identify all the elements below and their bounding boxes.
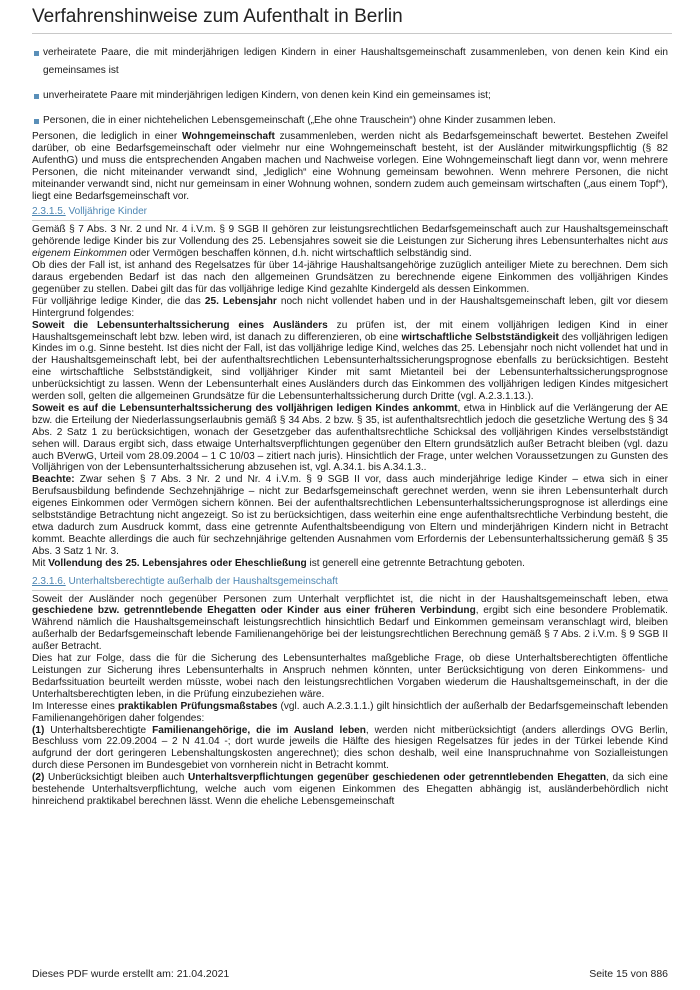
bold-text: Unterhaltsverpflichtungen gegenüber geschiedenen oder getrenntlebenden Ehegatten [187,772,607,784]
text-run: oder Vermögen beschaffen können, d.h. nicht wirtschaftlich selbständig sind. [126,248,472,260]
text-run: noch nicht vollendet haben und in der Haushaltsgemeinschaft leben, gilt vor diesem Hintergrund folgendes: [32,295,668,319]
text-run: ist generell eine getrennte Betrachtung geboten. [306,557,525,569]
text-run: , da sich eine bestehende Unterhaltsverpflichtung, welche auch vom eigenen Einkommen des Ehegatten abhängig ist, ausländerbehördlich nicht hinreichend praktikabel berechnen lässt. Wenn die eheliche Lebensgemeinschaft [32,772,668,807]
text-run: , werden nicht mitberücksichtigt (anders allerdings OVG Berlin, Beschluss vom 22.09.2004 – 2 N 41.04 -; dort wurde jeweils die Hälfte des hiesigen Regelsatzes für jedes in der Türkei lebende Kind aufgrund der dort geringeren Lebenshaltungskosten angerechnet); dies schon deshalb, weil eine Inanspruchnahme von Sozialleistungen durch diese Personen im Bundesgebiet von vornherein nicht in Betracht kommt. [32,724,668,772]
list-item-text: verheiratete Paare, die mit minderjährigen ledigen Kindern in einer Haushaltsgemeinschaft zusammenleben, von denen kein Kind ein gemeinsames ist [43,47,668,76]
bold-text: Vollendung des 25. Lebensjahres oder Eheschließung [48,557,307,569]
list-number: (1) [32,724,45,736]
paragraph: Ob dies der Fall ist, ist anhand des Regelsatzes für über 14-jährige Haushaltsangehörige zuzüglich anteiliger Miete zu berechnen. Dem sich daraus ergebenden Bedarf ist das nach den allgemeinen Grundsätzen zu berechnende eigene Einkommen des volljährigen Kindes gegenüber zu stellen. Dabei gilt das für das volljährige ledige Kind gezahlte Kindergeld als dessen Einkommen. [32,260,668,295]
paragraph [32,701,668,725]
text-run: zusammenleben, werden nicht als Bedarfsgemeinschaft bewertet. Bestehen Zweifel darüber, ob eine Bedarfsgemeinschaft oder vielmehr nur eine Wohngemeinschaft besteht, ist der Ausländer mitwirkungspflichtig (§ 82 AufenthG) und muss die entsprechenden Angaben machen und Nachweise vorlegen. Eine Wohngemeinschaft liegt dann vor, wenn mehrere Personen, die nicht miteinander verwandt sind, „lediglich“ eine Wohnung gemeinsam bewohnen. Wenn mehrere Personen, die nicht miteinander verwandt sind, nicht nur gemeinsam in einer Wohnung wohnen, sondern zudem auch gemeinsam wirtschaften („aus einem Topf“), liegt eine Bedarfsgemeinschaft vor. [32,131,668,202]
page-number: Seite 15 von 886 [589,968,668,980]
text-run: Mit [32,557,49,569]
bold-text: 25. Lebensjahr [204,295,277,307]
text-run: , etwa in Hinblick auf die Verlängerung der AE bzw. die Erteilung der Niederlassungserlaubnis gemäß § 34 Abs. 2 bzw. § 35, ist aufenthaltsrechtlich jedoch die gesetzliche Wertung des § 34 Abs. 2 Satz 1 zu berücksichtigen, wonach der Gesetzgeber das aufenthaltsrechtliche Schicksal des volljährigen Kindes verselbstständigt sehen will. Daraus ergibt sich, dass etwaige Unterhaltsverpflichtungen gegenüber den Eltern grundsätzlich außer Betracht bleiben (vgl. dazu auch BVerwG, Urteil vom 28.09.2004 – 1 C 10/03 – zitiert nach juris). Hinsichtlich der Frage, unter welchen Voraussetzungen zu Gunsten des Volljährigen von der Lebensunterhaltssicherung abzusehen ist, vgl. A.34.1. bis A.34.1.3.. [32,402,668,474]
page-footer [32,968,668,980]
bullet-square-icon [34,119,39,124]
italic-text: aus eigenem Einkommen [32,236,668,260]
page-title-text: Verfahrenshinweise zum Aufenthalt in Berlin [32,6,403,27]
document-body [32,44,668,808]
text-run: , ergibt sich eine besondere Problematik. Während nämlich die Haushaltsgemeinschaft leistungsrechtlich hinsichtlich Bedarf und Einkommen gemeinsam veranschlagt wird, bleiben außerhalb der Bedarfsgemeinschaft lebende Familienangehörige bei der leistungsrechtlichen Berechnung gemäß § 7 Abs. 2 i.V.m. § 9 SGB II außer Betracht. [32,605,668,653]
section-heading-2-3-1-5 [32,206,668,221]
section-heading-2-3-1-6 [32,576,668,591]
paragraph [32,320,668,403]
section-title: Unterhaltsberechtigte außerhalb der Haushaltsgemeinschaft [65,575,338,587]
paragraph [32,772,668,808]
text-run: Im Interesse eines [32,700,118,712]
text-run: Soweit der Ausländer noch gegenüber Personen zum Unterhalt verpflichtet ist, die nicht in der Haushaltsgemeinschaft leben, etwa [32,593,668,605]
paragraph [32,403,668,474]
list-item [32,112,668,130]
list-item [32,44,668,80]
text-run: des volljährigen ledigen Kindes im o.g. Sinne besteht. Ist dies nicht der Fall, ist das volljährige ledige Kind, welches das 25. Lebensjahr noch nicht vollendet hat und in der Haushaltsgemeinschaft lebt, bei der aufenthaltsrechtlichen Lebensunterhaltssicherungsprognose ebenfalls zu berücksichtigen. Besteht eine wirtschaftliche Selbstständigkeit, sind volljähriger Kinder mit samt Mietanteil bei der Lebensunterhaltssicherungsprognose unberücksichtigt zu lassen. Wenn der Lebensunterhalt eines Ausländers durch das Einkommen des volljährigen ledigen Kindes mitgesichert werden soll, gelten die allgemeinen Grundsätze für die Lebensunterhaltssicherung durch Dritte (vgl. A.2.3.1.13.). [32,331,668,403]
bold-text: geschiedene bzw. getrenntlebende Ehegatten oder Kinder aus einer früheren Verbindung [32,605,476,617]
paragraph [32,594,668,654]
bold-text: Beachte: [32,474,75,486]
paragraph-beachte [32,474,668,557]
bold-text: praktikablen Prüfungsmaßstabes [117,700,278,712]
paragraph [32,296,668,320]
list-item-text: unverheiratete Paare mit minderjährigen ledigen Kindern, von denen kein Kind ein gemeinsames ist; [43,90,491,101]
paragraph [32,224,668,260]
text-run: Unterhaltsberechtigte [44,724,153,736]
paragraph [32,558,668,570]
created-date: Dieses PDF wurde erstellt am: 21.04.2021 [32,968,230,980]
bold-text: Wohngemeinschaft [181,131,275,142]
list-item [32,87,668,105]
bold-text: Soweit es auf die Lebensunterhaltssicherung des volljährigen ledigen Kindes ankommt [32,402,458,414]
section-title: Volljährige Kinder [65,206,148,218]
text-run: Personen, die lediglich in einer [32,131,182,142]
list-number: (2) [32,772,45,784]
section-number-link[interactable]: 2.3.1.6. [32,575,66,587]
text-run: Zwar sehen § 7 Abs. 3 Nr. 2 und Nr. 4 i.V.m. § 9 SGB II vor, dass auch minderjährige ledige Kinder – etwa sich in einer Berufsausbildung befindende Sechzehnjährige – nicht zur Bedarfsgemeinschaft gerechnet werden, wenn sie ihren Lebensunterhalt durch eigenes Einkommen oder Vermögen sichern können. Bei der aufenthaltsrechtlichen Lebensunterhaltssicherungsprognose ist allerdings eine selbstständige Betrachtung nicht angezeigt. So ist zu berücksichtigen, dass weiterhin eine enge aufenthaltsrechtliche Verbindung besteht, die etwa dadurch zum Ausdruck kommt, dass eine getrennte Aufenthaltsbeendigung von Eltern und minderjährigen Kindern nicht in Betracht kommt. Beachte allerdings die auch für sechzehnjährige geltenden Ausnahmen vom Erfordernis der Lebensunterhaltssicherung gemäß § 35 Abs. 3 Satz 1 Nr. 3. [32,474,668,557]
paragraph-wohngemeinschaft [32,131,668,202]
bold-text: Soweit die Lebensunterhaltssicherung eines Ausländers [32,319,328,331]
text-run: zu prüfen ist, der mit einem volljährigen ledigen Kind in einer Haushaltsgemeinschaft lebt bzw. leben wird, ist danach zu differenzieren, ob eine [32,319,668,343]
section-number-link[interactable]: 2.3.1.5. [32,206,66,218]
bullet-square-icon [34,94,39,99]
bold-text: Familienangehörige, die im Ausland leben [152,724,366,736]
bullet-square-icon [34,51,39,56]
paragraph [32,725,668,773]
text-run: Gemäß § 7 Abs. 3 Nr. 2 und Nr. 4 i.V.m. § 9 SGB II gehören zur leistungsrechtlichen Bedarfsgemeinschaft auch zur Haushaltsgemeinschaft gehörende ledige Kinder bis zur Vollendung des 25. Lebensjahres soweit sie die Leistungen zur Sicherung ihres Lebensunterhaltes nicht [32,224,668,248]
page-title [32,6,672,34]
paragraph: Dies hat zur Folge, dass die für die Sicherung des Lebensunterhaltes maßgebliche Frage, ob diese Unterhaltsberechtigten öffentliche Leistungen zur Sicherung ihres Lebensunterhalts in Anspruch nehmen könnten, unter Berücksichtigung von deren Einkommens- und Bedarfssituation beurteilt werden müsste, wobei nach den leistungsrechtlichen Vorgaben wiederum die Haushaltsgemeinschaft, in der die Unterhaltsberechtigten leben, in die Prüfung einzubeziehen wäre. [32,653,668,700]
bold-text: wirtschaftliche Selbstständigkeit [401,331,559,343]
text-run: (vgl. auch A.2.3.1.1.) gilt hinsichtlich der außerhalb der Bedarfsgemeinschaft lebenden Familienangehörigen daher folgendes: [32,700,668,724]
text-run: Unberücksichtigt bleiben auch [44,772,188,784]
list-item-text: Personen, die in einer nichtehelichen Lebensgemeinschaft („Ehe ohne Trauschein“) ohne Kinder zusammen leben. [43,115,556,126]
text-run: Für volljährige ledige Kinder, die das [32,295,205,307]
